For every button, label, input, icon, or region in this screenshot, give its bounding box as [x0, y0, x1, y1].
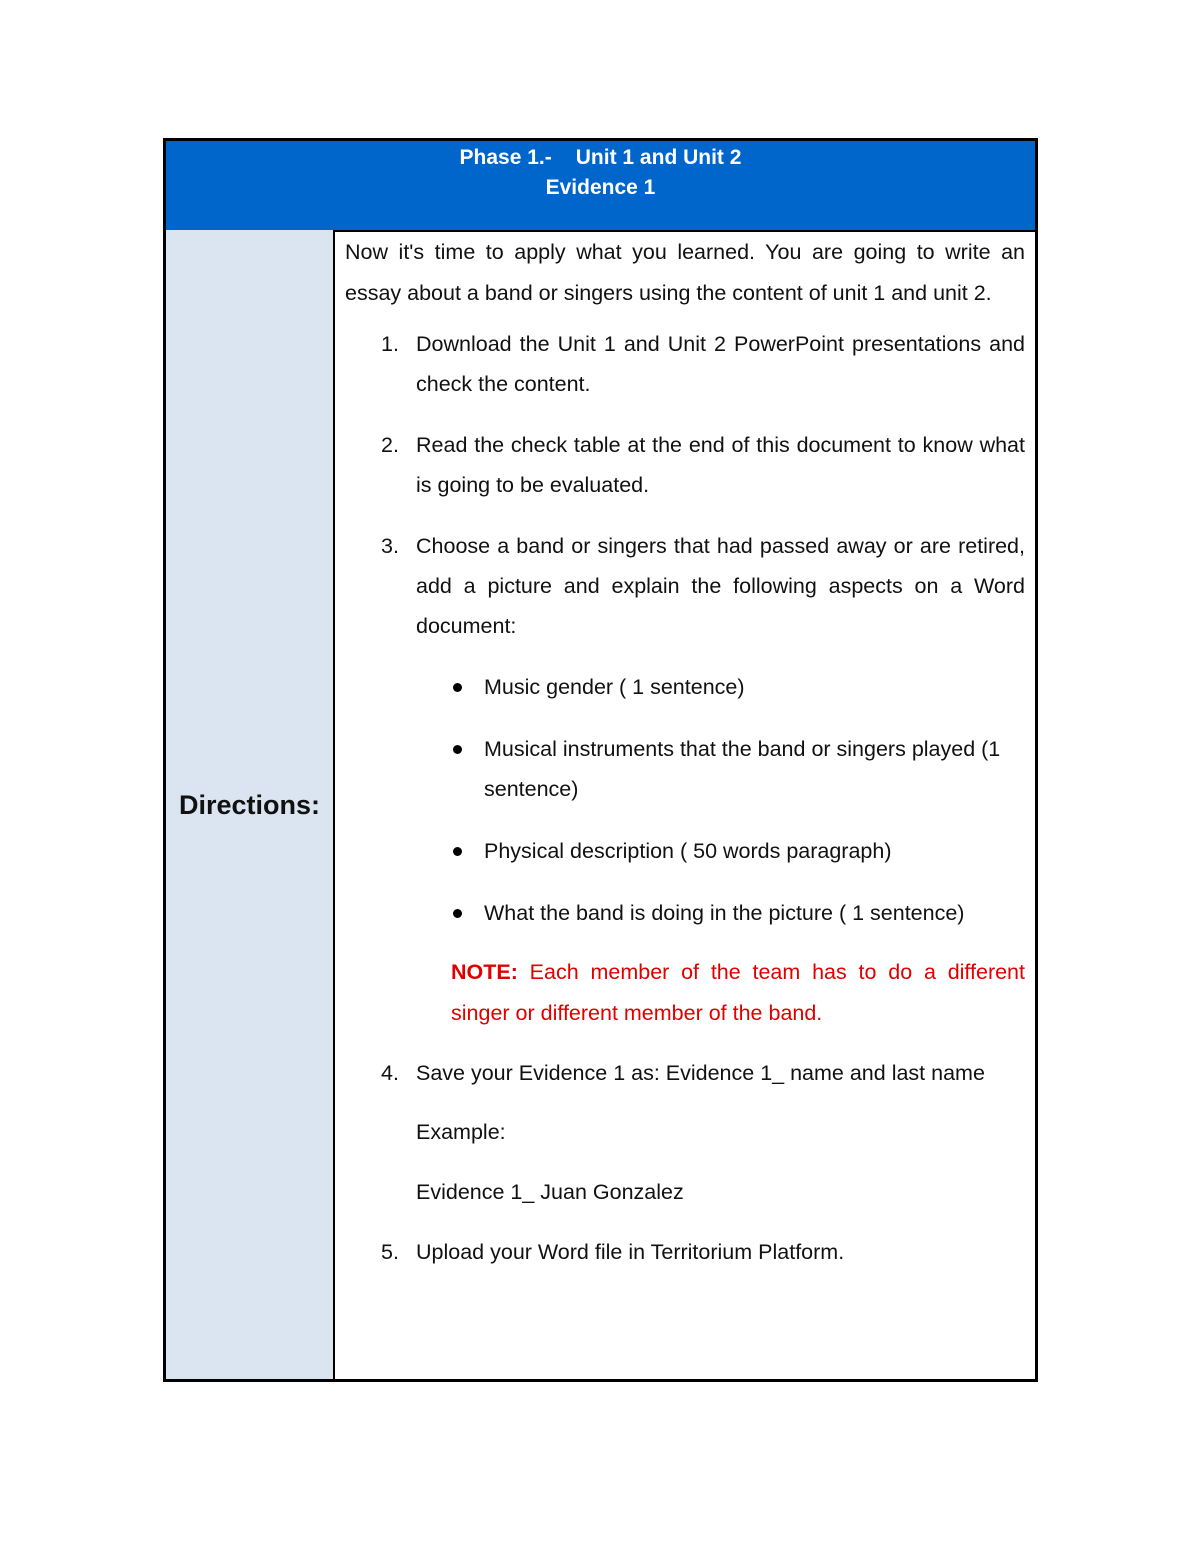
- bullet-item: [345, 667, 1025, 707]
- directions-label: Directions:: [178, 790, 321, 820]
- step-text: Choose a band or singers that had passed away or are retired, add a picture and explain the following aspects on a Word document:: [416, 534, 1025, 638]
- step-3: [345, 526, 1025, 646]
- bullet-text: Music gender ( 1 sentence): [484, 675, 745, 699]
- bullet-item: [345, 729, 1025, 809]
- step-2: [345, 425, 1025, 505]
- step-number: 4.: [381, 1061, 399, 1085]
- step-number: 1.: [381, 332, 399, 356]
- step-text: Upload your Word file in Territorium Platform.: [416, 1240, 845, 1264]
- bullet-icon: [453, 683, 462, 692]
- example-label: Example:: [416, 1120, 506, 1144]
- step-5: [345, 1232, 1025, 1272]
- step-text: Read the check table at the end of this document to know what is going to be evaluated.: [416, 433, 1025, 497]
- bullet-item: [345, 831, 1025, 871]
- bullet-icon: [453, 847, 462, 856]
- bullet-text: Musical instruments that the band or singers played (1 sentence): [484, 737, 1001, 801]
- bullet-text: Physical description ( 50 words paragraph): [484, 839, 892, 863]
- header-title: [166, 143, 1035, 173]
- header-phase: Phase 1.-: [459, 146, 552, 169]
- intro-paragraph: Now it's time to apply what you learned. You are going to write an essay about a band or singers using the content of unit 1 and unit 2.: [345, 240, 1025, 305]
- bullet-text: What the band is doing in the picture ( 1 sentence): [484, 901, 965, 925]
- note-label: NOTE:: [451, 960, 518, 984]
- table-header: [166, 141, 1035, 232]
- step-number: 2.: [381, 433, 399, 457]
- step-text: Save your Evidence 1 as: Evidence 1_ name and last name: [416, 1061, 985, 1085]
- step-4: [345, 1053, 1025, 1093]
- step-number: 5.: [381, 1240, 399, 1264]
- bullet-icon: [453, 745, 462, 754]
- example-value: Evidence 1_ Juan Gonzalez: [416, 1180, 684, 1204]
- note-paragraph: [345, 952, 1025, 1034]
- header-units: Unit 1 and Unit 2: [575, 146, 742, 169]
- bullet-item: [345, 893, 1025, 933]
- header-subtitle: Evidence 1: [545, 176, 656, 199]
- step-1: [345, 324, 1025, 404]
- content-cell: [335, 230, 1035, 1379]
- bullet-icon: [453, 909, 462, 918]
- label-cell: [166, 230, 335, 1379]
- directions-table: [163, 138, 1038, 1382]
- step-number: 3.: [381, 534, 399, 558]
- note-text: Each member of the team has to do a different singer or different member of the band.: [451, 960, 1025, 1025]
- step-text: Download the Unit 1 and Unit 2 PowerPoint presentations and check the content.: [416, 332, 1025, 396]
